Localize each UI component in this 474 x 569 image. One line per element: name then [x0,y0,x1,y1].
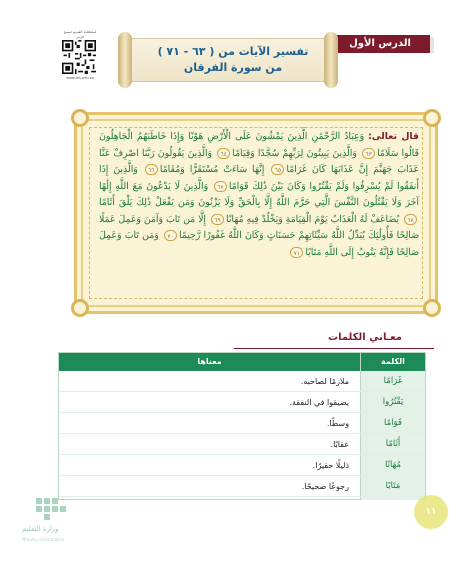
vocab-meaning: ذليلًا حقيرًا. [312,461,349,470]
ayah-number: ٦٤ [217,148,230,159]
lesson-title-line1: تفسير الآيات من ( ٦٣ - ٧١ ) [157,45,309,58]
verse-text: يُضَاعَفْ لَهُ الْعَذَابُ يَوْمَ الْقِيَامَةِ وَيَخْلُدْ فِيهِ مُهَانًا [225,213,399,225]
column-header-word: الكلمة [381,357,405,366]
qr-code-icon[interactable] [62,40,96,74]
page-number: ١١ [414,495,448,529]
ministry-name: وزارة التعليم [22,525,59,533]
vocabulary-heading-rule [234,348,434,349]
vocab-word: غَرَامًا [383,376,403,386]
vocab-word: أَثَامًا [385,439,401,449]
table-row [59,476,425,497]
frame-corner-ornament [423,299,441,317]
ayah-number: ٦٩ [211,214,224,225]
frame-corner-ornament [423,109,441,127]
verse-text: وَالَّذِينَ يَبِيتُونَ لِرَبِّهِمْ سُجَّدًا وَقِيَامًا [232,147,357,159]
verse-text: وَالَّذِينَ إِذَا أَنفَقُوا لَمْ يُسْرِفُوا وَلَمْ يَقْتُرُوا وَكَانَ بَيْنَ ذَٰلِكَ قَوَامًا [99,164,419,192]
verse-text: إِنَّهَا سَاءَتْ مُسْتَقَرًّا وَمُقَامًا [159,164,265,175]
table-row [59,413,425,434]
lesson-tab: الدرس الأول [330,35,430,53]
vocab-meaning: عقابًا. [330,440,349,449]
frame-corner-ornament [71,299,89,317]
vocab-meaning: ملازمًا لصاحبه. [300,377,349,386]
ayah-number: ٦٣ [362,148,375,159]
scroll-roll-left [118,32,132,88]
quran-intro: قال تعالى: [368,131,419,142]
vocabulary-table [58,352,426,500]
vocab-word: يَقْتُرُوا [382,397,404,407]
ministry-logo-icon [14,492,94,542]
verse-text: وَالَّذِينَ لَا يَدْعُونَ مَعَ اللَّهِ إِلَٰهًا آخَرَ وَلَا يَقْتُلُونَ النَّفْسَ الَّتِي حَرَّمَ اللَّهُ إِلَّا بِالْحَقِّ وَلَا يَزْنُونَ وَمَن يَفْعَلْ ذَٰلِكَ يَلْقَ أَثَامًا [99,180,419,208]
vocab-meaning: يضيقوا في النفقة. [289,398,349,407]
table-row [59,371,425,392]
vocab-meaning: رجوعًا صحيحًا. [301,482,349,491]
table-header [59,353,425,371]
title-scroll [118,30,338,90]
quran-frame [74,112,438,314]
quran-passage [99,129,419,261]
verse-text: وَمَن تَابَ وَعَمِلَ صَالِحًا فَإِنَّهُ يَتُوبُ إِلَى اللَّهِ مَتَابًا [99,230,419,258]
vocab-meaning: وسطًا. [326,419,349,428]
ayah-number: ٧٠ [164,230,177,241]
ministry-subtitle: Ministry of Education [22,537,65,542]
ayah-number: ٦٨ [404,214,417,225]
qr-caption: لمشاهدة الفيديو امسح الرمز [63,30,97,39]
ayah-number: ٦٦ [145,164,158,175]
vocab-word: قَوَامًا [384,418,402,428]
ayah-number: ٦٧ [214,181,227,192]
vocab-word: مُهَانًا [384,460,402,470]
verse-text: وَالَّذِينَ يَقُولُونَ رَبَّنَا اصْرِفْ عَنَّا عَذَابَ جَهَنَّمَ إِنَّ عَذَابَهَا كَانَ غَرَامًا [99,147,419,175]
vocabulary-heading: معـاني الكلمات [328,332,402,343]
frame-corner-ornament [71,109,89,127]
lesson-title-line2: من سورة الفرقان [183,61,283,74]
column-header-meaning: معناها [197,357,222,366]
lesson-title [138,44,328,76]
verse-text: إِلَّا مَن تَابَ وَآمَنَ وَعَمِلَ عَمَلًا صَالِحًا فَأُولَٰئِكَ يُبَدِّلُ اللَّهُ سَيِّئَاتِهِمْ حَسَنَاتٍ وَكَانَ اللَّهُ غَفُورًا رَّحِيمًا [99,213,420,241]
table-row [59,392,425,413]
table-row [59,455,425,476]
table-row [59,434,425,455]
verse-text: وَعِبَادُ الرَّحْمَٰنِ الَّذِينَ يَمْشُونَ عَلَى الْأَرْضِ هَوْنًا وَإِذَا خَاطَبَهُمُ الْجَاهِلُونَ قَالُوا سَلَامًا [99,131,419,159]
ayah-number: ٦٥ [271,164,284,175]
qr-url: www.ien.edu.sa [66,76,94,80]
ayah-number: ٧١ [290,247,303,258]
vocab-word: مَتَابًا [385,481,401,491]
